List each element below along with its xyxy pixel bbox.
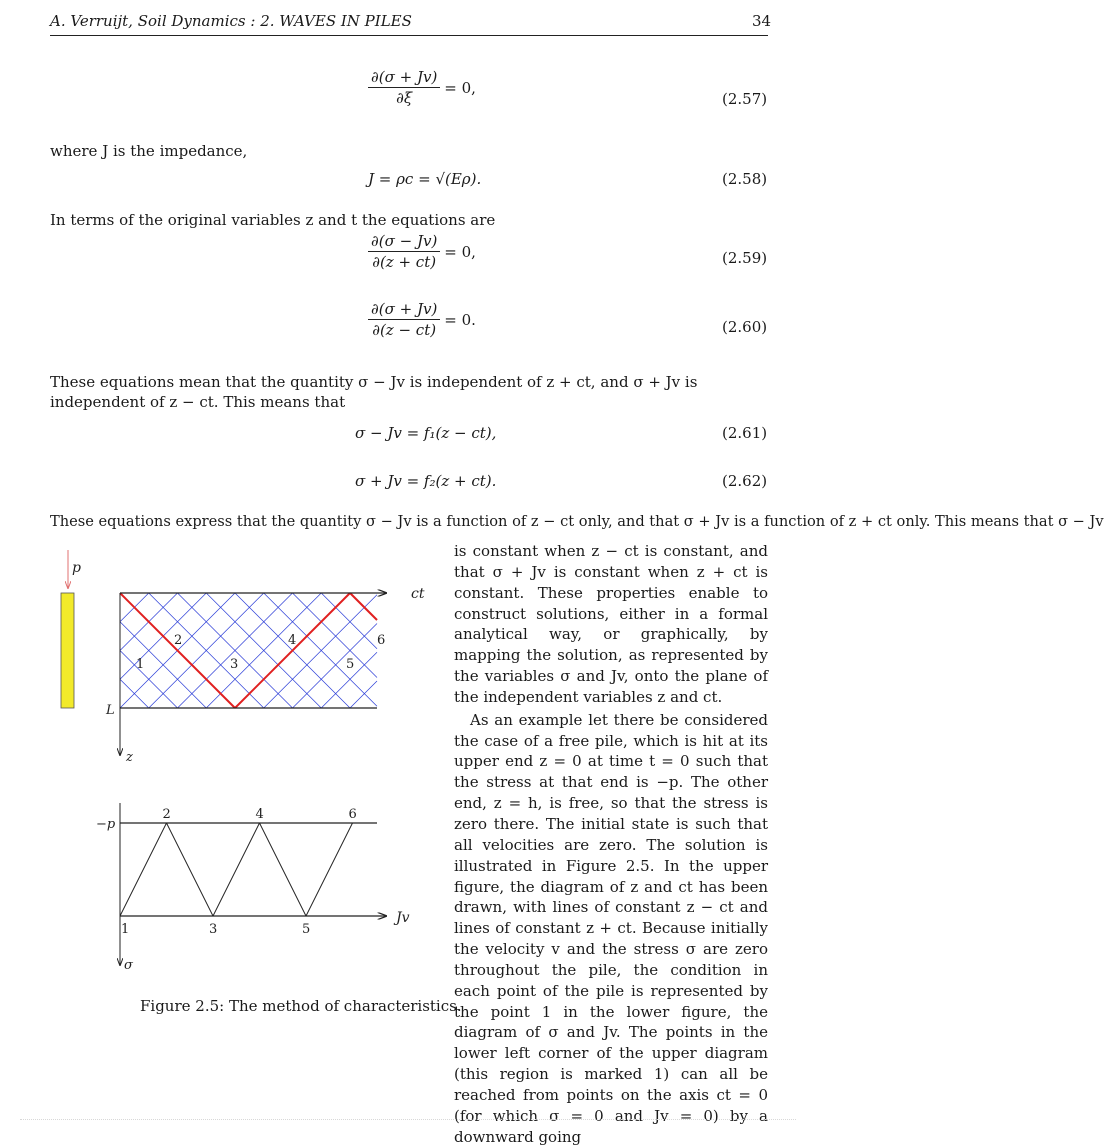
region-label: 1 bbox=[136, 657, 145, 672]
region-label: 6 bbox=[377, 633, 386, 648]
load-label: p bbox=[72, 560, 81, 576]
top-point-label: 2 bbox=[162, 807, 171, 822]
grid-line-descending bbox=[321, 593, 377, 649]
state-path-segment bbox=[213, 823, 260, 916]
paragraph-these-express: These equations express that the quantity σ − Jv is a function of z − ct only, and that σ + Jv is a function of z + ct only. This means that σ − Jv bbox=[50, 513, 1104, 530]
sigma-axis-label: σ bbox=[124, 958, 133, 973]
eq-number-2-60: (2.60) bbox=[722, 318, 768, 336]
equation-2-59: $\frac{\partial(\sigma - Jv)}{\partial(z + ct)}$ = 0, bbox=[368, 232, 476, 271]
eq-number-2-62: (2.62) bbox=[722, 472, 768, 490]
point-labels bbox=[121, 807, 357, 937]
region-label: 2 bbox=[174, 633, 183, 648]
running-header: A. Verruijt, Soil Dynamics : 2. WAVES IN PILES bbox=[50, 12, 412, 30]
ct-axis-label: ct bbox=[411, 586, 425, 602]
equation-2-57: $\frac{\partial(\sigma + Jv)}{\partial\xi}$ = 0, bbox=[368, 68, 476, 107]
minus-p-label: −p bbox=[96, 817, 116, 832]
column-paragraph-2: As an example let there be considered the case of a free pile, which is hit at its upper end z = 0 at time t = 0 such that the stress at that end is −p. The other end, z = h, is free, so that the stress is zero there. The initial state is such that all velocities are zero. The solution is illustrated in Figure 2.5. In the upper figure, the diagram of z and ct has been drawn, with lines of constant z − ct and lines of constant z + ct. Because initially the velocity v and the stress σ are zero throughout the pile, the condition in each point of the pile is represented by the point 1 in the lower figure, the diagram of σ and Jv. The points in the lower left corner of the upper diagram (this region is marked 1) can all be reached from points on the axis ct = 0 (for which σ = 0 and Jv = 0) by a downward going bbox=[454, 710, 768, 1146]
state-path bbox=[120, 823, 353, 916]
right-column-text bbox=[454, 541, 768, 1147]
eq-number-2-58: (2.58) bbox=[722, 170, 768, 188]
footer-dotted-rule bbox=[20, 1119, 796, 1120]
figure-caption: Figure 2.5: The method of characteristics. bbox=[140, 997, 462, 1015]
bottom-point-label: 1 bbox=[121, 922, 130, 937]
z-axis-label: z bbox=[126, 750, 133, 765]
paragraph-where-j: where J is the impedance, bbox=[50, 142, 248, 160]
top-point-label: 4 bbox=[255, 807, 264, 822]
characteristics-grid bbox=[120, 593, 377, 708]
grid-line-descending bbox=[264, 593, 377, 706]
eq-number-2-57: (2.57) bbox=[722, 90, 768, 108]
region-label: 3 bbox=[230, 657, 239, 672]
pile-rect bbox=[61, 593, 74, 708]
grid-line-ascending bbox=[264, 595, 377, 708]
bottom-point-label: 3 bbox=[209, 922, 218, 937]
equation-2-62: σ + Jv = f₂(z + ct). bbox=[355, 472, 497, 490]
eq-number-2-61: (2.61) bbox=[722, 424, 768, 442]
paragraph-these-mean: These equations mean that the quantity σ − Jv is independent of z + ct, and σ + Jv is independent of z − ct. This means that bbox=[50, 373, 698, 411]
eq-number-2-59: (2.59) bbox=[722, 249, 768, 267]
state-path-segment bbox=[120, 823, 167, 916]
state-path-segment bbox=[306, 823, 353, 916]
grid-line-ascending bbox=[350, 681, 377, 708]
state-path-segment bbox=[260, 823, 307, 916]
equation-2-60: $\frac{\partial(\sigma + Jv)}{\partial(z - ct)}$ = 0. bbox=[368, 300, 476, 339]
jv-axis-label: Jv bbox=[396, 910, 410, 926]
state-path-segment bbox=[167, 823, 214, 916]
page-number: 34 bbox=[752, 12, 772, 30]
equation-2-61: σ − Jv = f₁(z − ct), bbox=[355, 424, 497, 442]
region-label: 4 bbox=[288, 633, 297, 648]
region-label: 5 bbox=[346, 657, 355, 672]
equation-2-58: J = ρc = √(Eρ). bbox=[368, 170, 482, 188]
top-point-label: 6 bbox=[348, 807, 357, 822]
figure-characteristics bbox=[40, 540, 440, 980]
path-segment bbox=[350, 593, 377, 620]
pile-length-label: L bbox=[106, 703, 115, 718]
paragraph-in-terms: In terms of the original variables z and t the equations are bbox=[50, 211, 496, 229]
column-paragraph-1: is constant when z − ct is constant, and that σ + Jv is constant when z + ct is constant. These properties enable to construct solutions, either in a formal analytical way, or graphically, by mapping the solution, as represented by the variables σ and Jv, onto the plane of the independent variables z and ct. bbox=[454, 542, 768, 706]
header-rule bbox=[50, 35, 768, 36]
bottom-point-label: 5 bbox=[302, 922, 311, 937]
